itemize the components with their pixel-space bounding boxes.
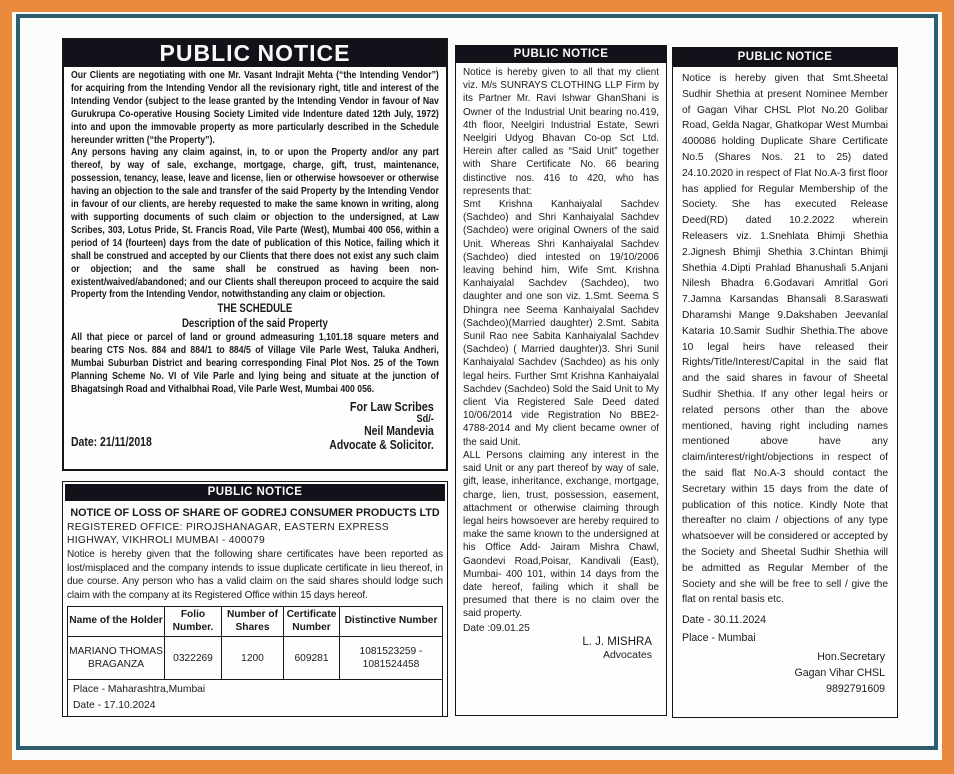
shethia-paragraph: Notice is hereby given that Smt.Sheetal Sudhir Shethia at present Nominee Member of Gagan Vihar CHSL Plot No.20 Golibar Road, Gelda Nagar, Ghatkopar West Mumbai 400086 holding Duplicate Share Certificate No.5 (Shares Nos. 21 to 25) dated 24.10.2020 in respect of Flat No.A-3 first floor has applied for Regular Membership of the Society. She has executed Release Deed(RD) dated 10.2.2022 wherein Releasers viz. 1.Snehlata Bhimji Shethia 2.Jignesh Bhimji Shethia 3.Chintan Bhimji Shethia 4.Dipti Prahlad Bhanushali 5.Anjani Nilesh Bhadra 6.Godavari Amritlal Gori 7.Jamna Karsandas Bhansali 8.Saraswati Dharamshi Mange 9.Dakshaben Jeevanlal Kataria 10.Samir Sudhir Shethia.The above 10 legal heirs have released their Rights/Title/Interest/Capital in the said flat and the said shares in favour of Sheetal Sudhir Shethia. If any other legal heirs or related persons other than the above mentioned, having right including names mentioned above have any claim/interest/right/objections in respect of the said flat No.A-3 should contact the Secretary within 15 days from the date of publication of this notice. Kindly Note that thereafter no claim / objections of any type whatsoever will be considered or accepted by the Society and Sheetal Sudhir Shethia will be admitted as Regular Member of the Society and she will be free to sell / give the flat on rental basis etc.	[682, 73, 888, 606]
table-row	[68, 637, 443, 680]
sunrays-paragraph-2: Smt Krishna Kanhaiyalal Sachdev (Sachdeo) and Shri Kanhaiyalal Sachdev (Sachdeo) were original Owners of the said Unit. Whereas Shri Kanhaiyalal Sachdev (Sachdeo) died intested on 19/10/2006 leaving behind him, Wife Smt. Krishna Kanhaiyalal Sachdev (Sachdeo), two daughter and one son viz. 1.Smt. Seema S Dhingra nee Seema Kanhaiyalal Sachdev (Sachdeo)(Married daughter) 2.Smt. Sabita Sunil Rao nee Sabita Kanhaiyalal Sachdev (Sachdeo) ( Married daughter)3. Shri Sunil Kanhaiyalal Sachdev (Sachdeo) as his only legal heirs. Further Smt Krishna Kanhaiyalal Sachdev (Sachdeo) Sold the Said Unit to My client Via Registered Sale Deed dated 10/06/2014 vide Registration No BBE2-4788-2014 and My client became owner of the said Unit.	[463, 199, 659, 448]
sunrays-notice-body	[456, 63, 666, 635]
share-certificate-table	[67, 606, 443, 680]
schedule-heading: THE SCHEDULE	[217, 303, 293, 316]
shethia-signature	[673, 649, 897, 697]
signature-role: Advocate & Solicitor.	[329, 437, 434, 452]
cell-certificate-number: 609281	[284, 637, 340, 680]
sunrays-signatory-role: Advocates	[602, 648, 652, 661]
godrej-registered-office: REGISTERED OFFICE: PIROJSHANAGAR, EASTERN EXPRESS HIGHWAY, VIKHROLI MUMBAI - 400079	[67, 522, 389, 546]
shethia-notice-body	[673, 67, 897, 608]
schedule-subheading: Description of the said Property	[181, 318, 328, 331]
col-number-of-shares: Number of Shares	[222, 607, 284, 637]
cell-distinctive-number: 1081523259 - 1081524458	[340, 637, 443, 680]
col-certificate-number: Certificate Number	[284, 607, 340, 637]
shethia-date: Date - 30.11.2024	[682, 614, 767, 627]
godrej-notice-body: Notice is hereby given that the following share certificates have been reported as lost/misplaced and the company intends to issue duplicate certificate in lieu thereof, in due course. Any person who has a valid claim on the said shares should lodge such claim with the company at its Registered Office within 15 days hereof.	[67, 549, 443, 601]
law-scribes-signature	[329, 400, 439, 452]
newspaper-sheet	[12, 12, 942, 760]
shethia-place: Place - Mumbai	[682, 632, 756, 645]
shethia-society-name: Gagan Vihar CHSL	[794, 667, 885, 680]
sunrays-signature	[456, 635, 666, 666]
col-distinctive-number: Distinctive Number	[340, 607, 443, 637]
sunrays-signatory-name: L. J. MISHRA	[582, 635, 652, 648]
sunrays-date: Date :09.01.25	[463, 622, 530, 634]
shethia-public-notice	[672, 47, 898, 718]
sunrays-notice-title-bar: PUBLIC NOTICE	[456, 46, 666, 63]
col-folio-number: Folio Number.	[165, 607, 222, 637]
godrej-public-notice	[62, 481, 448, 717]
vendor-public-notice	[62, 38, 448, 471]
col-holder-name: Name of the Holder	[68, 607, 165, 637]
cell-holder-name: MARIANO THOMAS BRAGANZA	[68, 637, 165, 680]
signature-for: For Law Scribes	[349, 398, 434, 414]
godrej-place-date	[67, 680, 443, 717]
sunrays-public-notice	[455, 45, 667, 716]
vendor-notice-body	[64, 67, 446, 452]
shethia-phone-number: 9892791609	[826, 683, 885, 696]
shethia-notice-title-bar: PUBLIC NOTICE	[673, 48, 897, 67]
godrej-date: Date - 17.10.2024	[73, 700, 156, 711]
vendor-paragraph-2: Any persons having any claim against, in, to or upon the Property and/or any part thereof, by way of sale, exchange, mortgage, charge, gift, trust, maintenance, possession, tenancy, lease, leave and license, lien or otherwise howsoever or otherwise having an objection to the sale and transfer of the said Property by the Intending Vendor in favour of our clients, are hereby requested to make the same known in writing, along with supporting documents of such claim or objection to the undersigned, at Law Scribes, 303, Lotus Pride, St. Francis Road, Vile Parte (West), Mumbai 400 056, within a period of 14 (fourteen) days from the date of publication of this Notice, failing which it shall be construed and accepted by our Clients that there does not exist any such claim or objection; and the same shall be construed as having been non-existent/waived/abandoned; and our Clients shall thereupon proceed to acquire the said Property from the Intending Vendor, notwithstanding any claim or objection.	[71, 147, 439, 301]
schedule-description: All that piece or parcel of land or ground admeasuring 1,101.18 square meters and bearing CTS Nos. 884 and 884/1 to 884/5 of Village Vile Parle West, Taluka Andheri, Mumbai Suburban District and bearing corresponding Final Plot Nos. 25 of the Town Planning Scheme No. VI of Vile Parle and lying being and situate at the junction of Bhagatsingh Road and Vithalbhai Road, Vile Parle West, Mumbai 400 056.	[71, 332, 439, 395]
shethia-signatory-title: Hon.Secretary	[817, 651, 885, 664]
vendor-paragraph-1: Our Clients are negotiating with one Mr. Vasant Indrajit Mehta (“the Intending Vendor”) for acquiring from the Intending Vendor all the revisionary right, title and interest of the Intending Vendor (subject to the lease granted by the Intending Vendor in favour of Nav Gurukrupa Co-operative Housing Society Limited vide Indenture dated 12th July, 1972) into and upon the immovable property as more particularly described in the Schedule hereunder written (“the Property”).	[71, 70, 439, 146]
signature-name: Neil Mandevia	[364, 423, 434, 438]
table-header-row	[68, 607, 443, 637]
sunrays-paragraph-1: Notice is hereby given to all that my client viz. M/s SUNRAYS CLOTHING LLP Firm by its Partner Mr. Ravi Ishwar GhanShani is Owner of the Industrial Unit bearing no.419, 4th floor, Neelgiri Industrial Estate, Sewri Neelgiri Udyog Bhavan Co-op Sct Ltd. Herein after called as “Said Unit” together with Share Certificate No. 66 bearing distinctive nos. 416 to 420, who has represents that:	[463, 67, 659, 197]
signature-sd: Sd/-	[416, 412, 434, 425]
godrej-notice-title-bar: PUBLIC NOTICE	[65, 484, 445, 501]
cell-number-of-shares: 1200	[222, 637, 284, 680]
inner-border-frame	[16, 14, 938, 750]
vendor-notice-title: PUBLIC NOTICE	[64, 40, 446, 67]
vendor-signature-row	[71, 400, 439, 452]
godrej-notice-heading: NOTICE OF LOSS OF SHARE OF GODREJ CONSUMER PRODUCTS LTD	[70, 507, 440, 519]
cell-folio-number: 0322269	[165, 637, 222, 680]
sunrays-paragraph-3: ALL Persons claiming any interest in the said Unit or any part thereof by way of sale, gift, lease, inheritance, exchange, mortgage, charge, lien, trust, possession, easement, attachment or otherwise claiming through legal heirs howsoever are hereby required to make the same known to the undersigned at his Office Add- Jairam Mishra Chawl, Gaondevi Road,Poisar, Kandivali (East), Mumbai- 400 101, within 14 days from the date hereof, failing which it shall be presumed that there is no claim over the said property.	[463, 449, 659, 620]
godrej-notice-content	[63, 503, 447, 717]
vendor-date: Date: 21/11/2018	[71, 434, 152, 449]
godrej-place: Place - Maharashtra,Mumbai	[73, 684, 206, 695]
